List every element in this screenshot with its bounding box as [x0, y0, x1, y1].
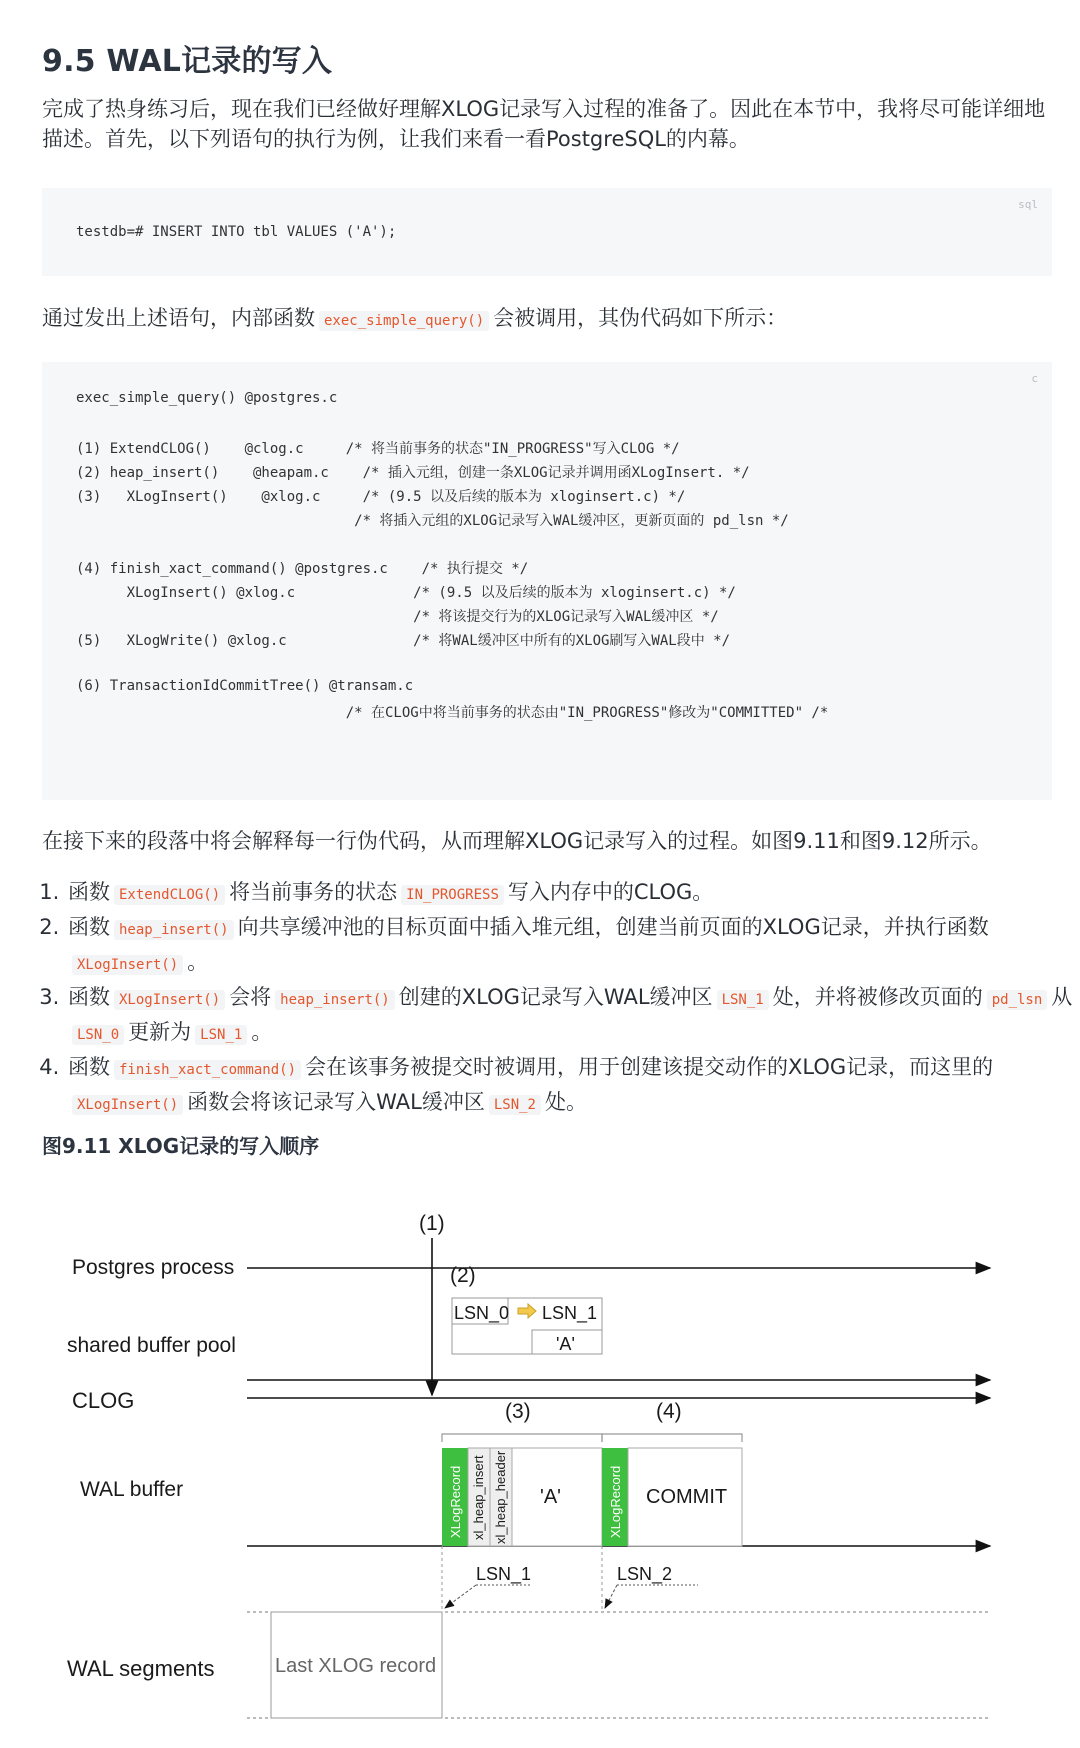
inline-code: finish_xact_command() [114, 1060, 301, 1080]
marker-1: (1) [419, 1212, 445, 1235]
inline-code: pd_lsn [987, 990, 1048, 1010]
inline-code: heap_insert() [275, 990, 395, 1010]
clog-label: CLOG [72, 1388, 135, 1413]
tuple-label: 'A' [556, 1334, 575, 1354]
lsn1-label: LSN_1 [476, 1564, 532, 1584]
text-span: 函数 [68, 985, 110, 1009]
xl-heap-header-label: xl_heap_header [493, 1450, 508, 1544]
text-span: 更新为 [128, 1020, 192, 1044]
inline-code: LSN_1 [717, 990, 769, 1010]
lsn2-label: LSN_2 [617, 1564, 673, 1584]
lsn1-pointer [445, 1585, 476, 1608]
step-4 [66, 1051, 1076, 1121]
code-lang-label: sql [1018, 198, 1038, 211]
code-line: /* 将该提交行为的XLOG记录写入WAL缓冲区 */ [76, 609, 719, 625]
wal-write-sequence-diagram [0, 1190, 1080, 1748]
xlogrecord-2-label: XLogRecord [608, 1465, 623, 1538]
call-paragraph [42, 303, 1052, 336]
inline-code: ExtendCLOG() [114, 885, 225, 905]
xl-heap-insert-label: xl_heap_insert [471, 1455, 486, 1540]
xlogrecord-1-label: XLogRecord [448, 1465, 463, 1538]
inline-code: heap_insert() [114, 920, 234, 940]
marker-2: (2) [450, 1264, 476, 1287]
brace-3 [442, 1434, 602, 1442]
inline-code: LSN_1 [195, 1025, 247, 1045]
sql-code-block [42, 188, 1052, 276]
inline-code: XLogInsert() [114, 990, 225, 1010]
text-span: 从 [1051, 985, 1073, 1009]
page-lsn1: LSN_1 [542, 1303, 598, 1323]
text-span: 写入内存中的CLOG。 [507, 880, 714, 904]
marker-4: (4) [656, 1400, 682, 1423]
code-line: (1) ExtendCLOG() @clog.c /* 将当前事务的状态"IN_PROGRESS"写入CLOG */ [76, 441, 680, 457]
steps-list [42, 876, 1076, 1121]
inline-code: exec_simple_query() [319, 311, 489, 331]
intro-paragraph: 完成了热身练习后，现在我们已经做好理解XLOG记录写入过程的准备了。因此在本节中，我将尽可能详细地描述。首先，以下列语句的执行为例，让我们来看一看PostgreSQL的内幕。 [42, 97, 1046, 151]
wal-data-label: 'A' [540, 1486, 561, 1508]
text-span: 会在该事务被提交时被调用，用于创建该提交动作的XLOG记录，而这里的 [305, 1055, 994, 1079]
code-line: (4) finish_xact_command() @postgres.c /* 执行提交 */ [76, 561, 529, 577]
marker-3: (3) [505, 1400, 531, 1423]
postgres-process-label: Postgres process [72, 1256, 235, 1279]
text-span: 会被调用，其伪代码如下所示： [493, 306, 788, 330]
inline-code: LSN_0 [72, 1025, 124, 1045]
text-span: 向共享缓冲池的目标页面中插入堆元组，创建当前页面的XLOG记录，并执行函数 [237, 915, 989, 939]
step-2 [66, 911, 1076, 981]
text-span: 函数 [68, 1055, 110, 1079]
page-lsn0: LSN_0 [454, 1303, 510, 1323]
text-span: 处。 [545, 1090, 587, 1114]
code-line: (5) XLogWrite() @xlog.c /* 将WAL缓冲区中所有的XLOG刷写入WAL段中 */ [76, 633, 731, 649]
code-line: (6) TransactionIdCommitTree() @transam.c [76, 678, 414, 694]
text-span: 通过发出上述语句，内部函数 [42, 306, 315, 330]
code-line: testdb=# INSERT INTO tbl VALUES ('A'); [76, 224, 397, 240]
text-span: 函数会将该记录写入WAL缓冲区 [187, 1090, 485, 1114]
wal-segments-label: WAL segments [67, 1656, 215, 1681]
section-heading: 9.5 WAL记录的写入 [42, 44, 333, 79]
figure-caption: 图9.11 XLOG记录的写入顺序 [42, 1134, 320, 1158]
step-3 [66, 981, 1076, 1051]
text-span: 将当前事务的状态 [229, 880, 398, 904]
code-line: exec_simple_query() @postgres.c [76, 390, 338, 406]
text-span: 函数 [68, 915, 110, 939]
inline-code: IN_PROGRESS [401, 885, 504, 905]
commit-label: COMMIT [646, 1486, 728, 1508]
explain-paragraph: 在接下来的段落中将会解释每一行伪代码，从而理解XLOG记录写入的过程。如图9.11和图9.12所示。 [42, 829, 992, 853]
text-span: 创建的XLOG记录写入WAL缓冲区 [398, 985, 713, 1009]
wal-buffer-label: WAL buffer [80, 1478, 184, 1501]
inline-code: XLogInsert() [72, 955, 183, 975]
text-span: 。 [187, 950, 209, 974]
text-span: 函数 [68, 880, 110, 904]
pseudocode-block [42, 362, 1052, 800]
text-span: 处，并将被修改页面的 [772, 985, 983, 1009]
inline-code: XLogInsert() [72, 1095, 183, 1115]
code-line: (3) XLogInsert() @xlog.c /* (9.5 以及后续的版本为 xloginsert.c) */ [76, 489, 686, 505]
lsn2-pointer [605, 1585, 617, 1608]
brace-4 [602, 1434, 742, 1442]
last-xlog-record-label: Last XLOG record [275, 1655, 437, 1677]
code-line: /* 在CLOG中将当前事务的状态由"IN_PROGRESS"修改为"COMMITTED" /* [76, 705, 829, 721]
step-1 [66, 876, 1076, 911]
code-lang-label: c [1031, 372, 1038, 385]
code-line: /* 将插入元组的XLOG记录写入WAL缓冲区，更新页面的 pd_lsn */ [76, 513, 789, 529]
code-line: (2) heap_insert() @heapam.c /* 插入元组，创建一条XLOG记录并调用函XLogInsert. */ [76, 465, 750, 481]
text-span: 会将 [229, 985, 272, 1009]
code-line: XLogInsert() @xlog.c /* (9.5 以及后续的版本为 xloginsert.c) */ [76, 585, 736, 601]
shared-buffer-pool-label: shared buffer pool [67, 1334, 236, 1357]
text-span: 。 [251, 1020, 273, 1044]
inline-code: LSN_2 [489, 1095, 541, 1115]
